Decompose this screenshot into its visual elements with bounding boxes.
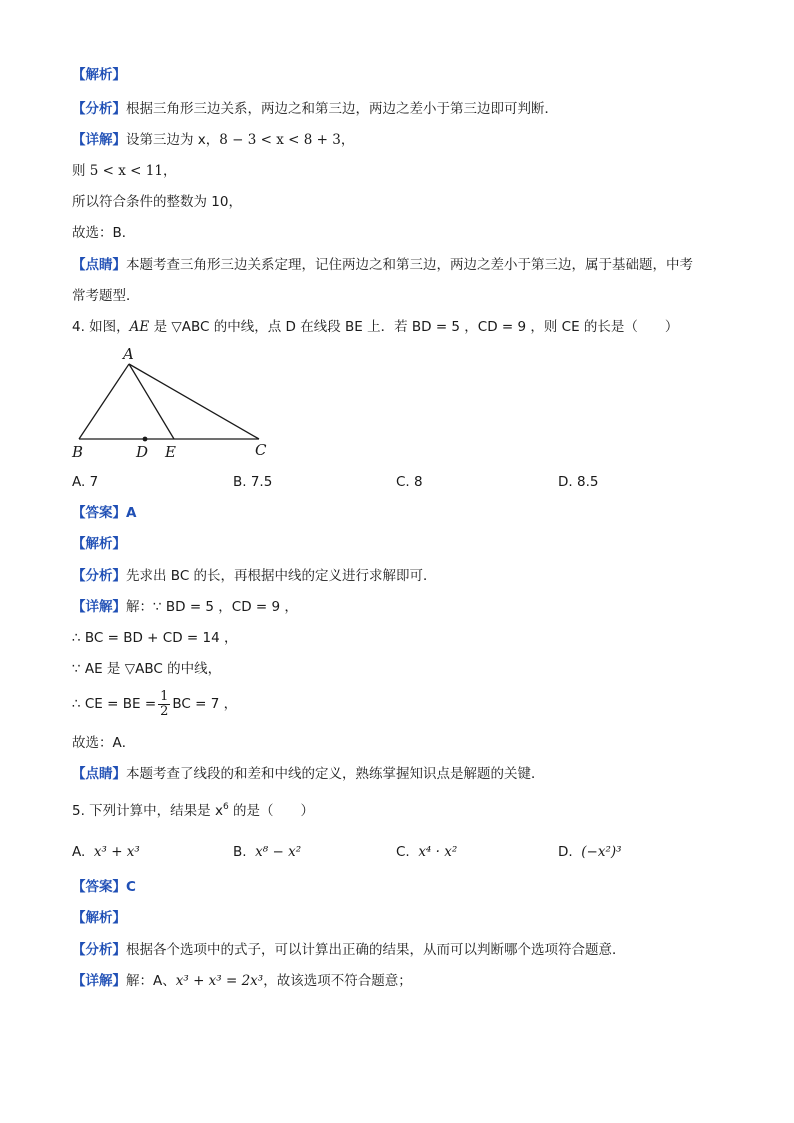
q5-option-d[interactable] [558,843,622,861]
side-ac [129,364,259,439]
q4-fenxi [72,567,437,585]
q5-fenxi-tag: 【分析】 [72,942,126,958]
q5-option-a-expr: x³ + x³ [93,844,140,860]
q3-jiexi-heading: 【解析】 [72,67,126,83]
label-d: D [136,443,149,461]
q3-fenxi-text: 根据三角形三边关系，两边之和第三边，两边之差小于第三边即可判断． [126,101,558,117]
q4-xiangjie-tag: 【详解】 [72,599,126,615]
side-ab [79,364,129,439]
q3-xiangjie-ineq: 8 − 3 < x < 8 + 3， [219,132,355,148]
q4-step3 [72,686,237,722]
q4-step2: ∵ AE 是 ▽ABC 的中线， [72,661,222,677]
q5-option-c-expr: x⁴ · x² [418,844,458,860]
q5-xiangjie-text-a: 解：A、 [126,973,176,989]
q5-option-c-label: C. [396,844,410,860]
q3-fenxi-tag: 【分析】 [72,101,126,117]
fraction-numerator: 1 [160,688,169,704]
q4-fenxi-text: 先求出 BC 的长，再根据中线的定义进行求解即可． [126,568,437,584]
q4-option-a[interactable]: A. 7 [72,474,99,490]
q5-option-b[interactable] [233,843,301,861]
q4-fenxi-tag: 【分析】 [72,568,126,584]
q3-xiangjie-text: 设第三边为 x， [126,132,220,148]
q4-choose: 故选：A． [72,735,136,751]
q4-xiangjie [72,598,298,616]
q3-step1: 则 5 < x < 11， [72,163,177,179]
q4-dianjing-tag: 【点睛】 [72,766,126,782]
q5-xiangjie-expr: x³ + x³ = 2x³ [175,973,264,989]
q3-fenxi [72,100,558,118]
q5-option-b-expr: x⁸ − x² [255,844,302,860]
q5-option-a-label: A. [72,844,86,860]
half-fraction [158,690,170,719]
q3-xiangjie [72,131,354,149]
q4-option-d[interactable]: D. 8.5 [558,474,599,490]
q5-option-c[interactable] [396,843,457,861]
q4-option-b[interactable]: B. 7.5 [233,474,273,490]
q5-xiangjie [72,972,412,990]
q3-dianjing-text2: 常考题型． [72,288,140,304]
q4-stem [72,318,678,336]
q4-triangle-figure [70,342,280,462]
q4-dianjing [72,765,545,783]
q4-stem-a: 4. 如图， [72,319,130,335]
q5-answer-text: 【答案】C [72,879,136,895]
median-ae [129,364,174,439]
q4-answer [72,504,136,522]
q5-jiexi-heading: 【解析】 [72,910,126,926]
q3-xiangjie-tag: 【详解】 [72,132,126,148]
q5-stem [72,802,314,820]
q4-dianjing-text: 本题考查了线段的和差和中线的定义，熟练掌握知识点是解题的关键． [126,766,545,782]
q3-dianjing [72,256,693,274]
q4-step1: ∴ BC = BD + CD = 14 ， [72,630,238,646]
q4-stem-b: AE [129,319,150,335]
q5-answer [72,878,136,896]
q3-choose: 故选：B． [72,225,136,241]
point-d [143,437,148,442]
label-a: A [123,345,134,363]
q5-stem-a: 5. 下列计算中，结果是 x [72,803,223,819]
q5-xiangjie-text-b: ，故该选项不符合题意； [263,973,412,989]
q5-option-b-label: B. [233,844,247,860]
q5-fenxi [72,941,626,959]
q5-stem-exp: 6 [222,802,229,812]
label-e: E [165,443,176,461]
q5-option-d-label: D. [558,844,573,860]
q3-dianjing-text: 本题考查三角形三边关系定理，记住两边之和第三边，两边之差小于第三边，属于基础题，中考 [126,257,693,273]
q4-option-c[interactable]: C. 8 [396,474,423,490]
q3-dianjing-tag: 【点睛】 [72,257,126,273]
q4-step3-b: BC = 7 ， [172,696,238,712]
q4-answer-text: 【答案】A [72,505,137,521]
q4-xiangjie-text: 解：∵ BD = 5 ，CD = 9 ， [126,599,298,615]
fraction-denominator: 2 [160,703,169,719]
label-b: B [72,443,84,461]
q4-stem-c: 是 ▽ABC 的中线，点 D 在线段 BE 上．若 BD = 5 ，CD = 9 ，则 CE 的长是（ ） [149,319,679,335]
q3-step2: 所以符合条件的整数为 10， [72,194,242,210]
q5-option-a[interactable] [72,843,140,861]
label-c: C [255,441,267,459]
q4-step3-a: ∴ CE = BE = [72,696,157,712]
q5-option-d-expr: (−x²)³ [581,844,622,860]
q5-fenxi-text: 根据各个选项中的式子，可以计算出正确的结果，从而可以判断哪个选项符合题意． [126,942,626,958]
q5-stem-b: 的是（ ） [228,803,314,819]
q5-xiangjie-tag: 【详解】 [72,973,126,989]
q4-jiexi-heading: 【解析】 [72,536,126,552]
